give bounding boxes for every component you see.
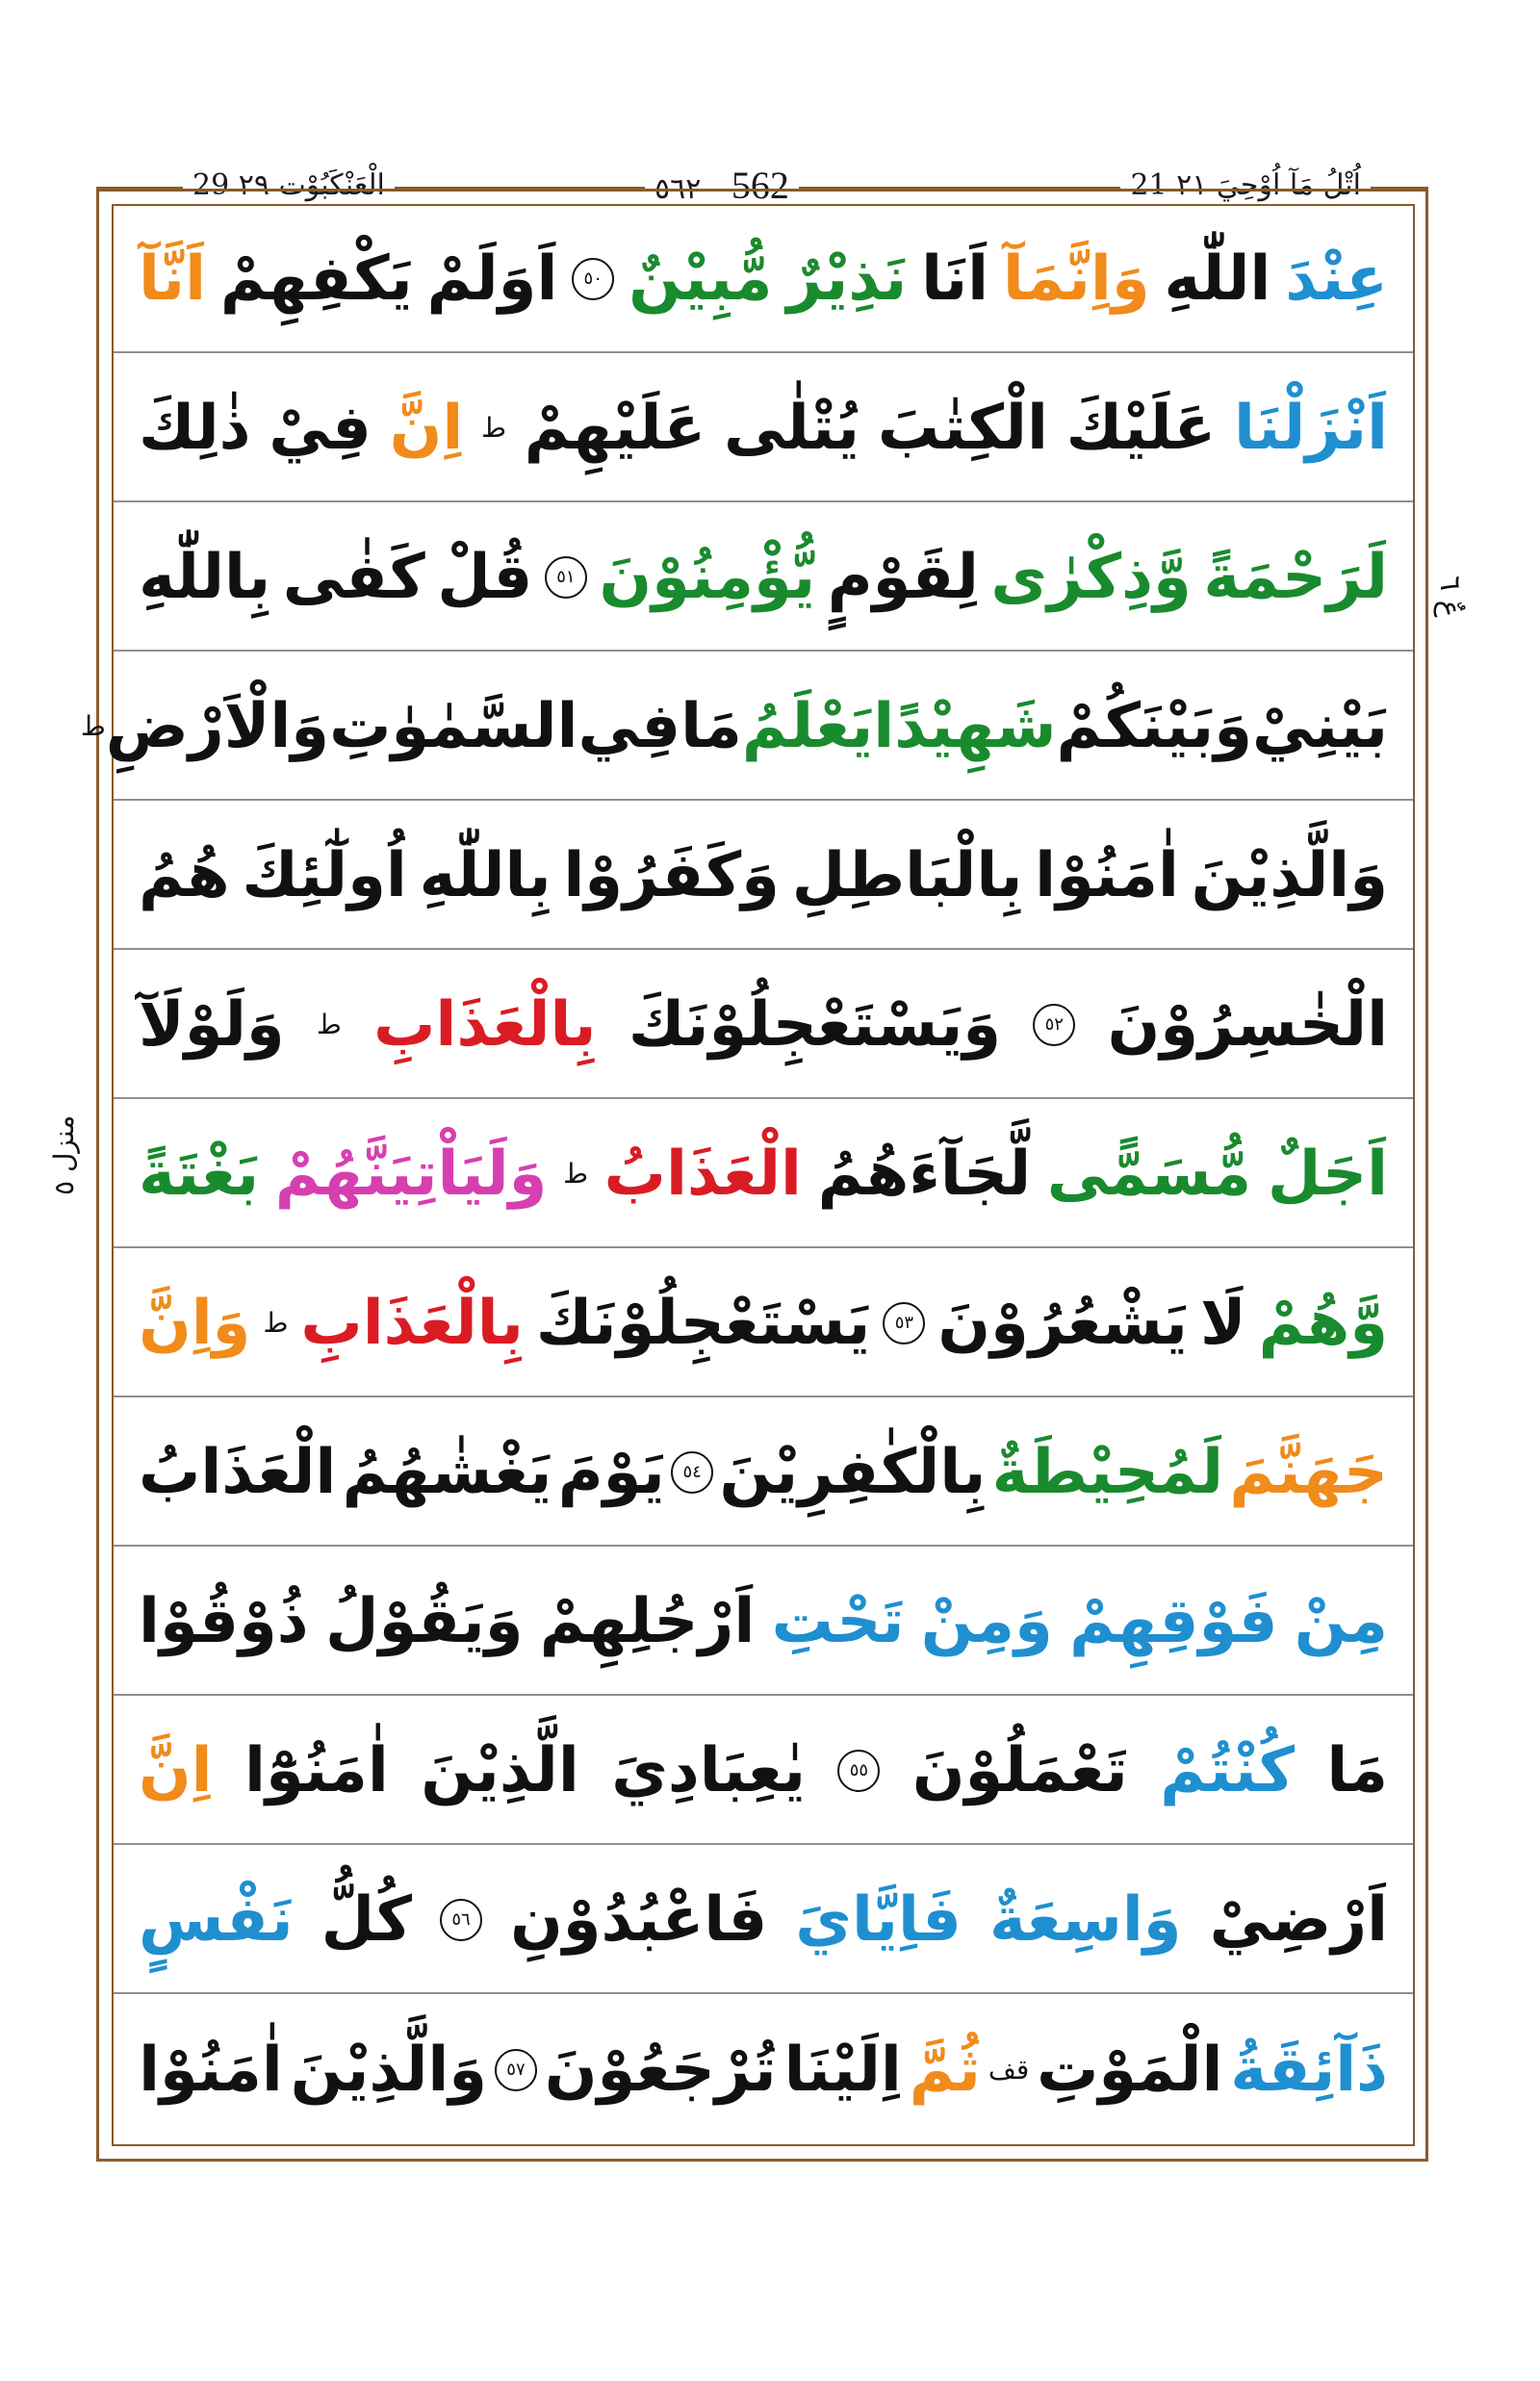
- word: ذَآئِقَةُ: [1230, 2034, 1388, 2106]
- word: ذٰلِكَ: [139, 392, 251, 464]
- word: الْكِتٰبَ: [877, 392, 1048, 464]
- word: يَكْفِهِمْ: [219, 243, 413, 315]
- word: فَاِيَّايَ: [795, 1883, 962, 1956]
- word: فَاعْبُدُوْنِ: [510, 1883, 768, 1956]
- word: فِي: [578, 690, 681, 762]
- word: جَهَنَّمَ: [1229, 1436, 1388, 1508]
- word: وَالْاَرْضِ: [105, 690, 330, 762]
- text-line-9: [114, 1399, 1413, 1547]
- word: اَرْجُلِهِمْ: [539, 1585, 756, 1657]
- word: يُتْلٰى: [723, 392, 860, 464]
- ayah-marker: ٥٠: [572, 258, 614, 300]
- word: وَالَّذِيْنَ: [290, 2034, 488, 2106]
- word: بَيْنِيْ: [1251, 690, 1388, 762]
- word: مَا: [1326, 1734, 1388, 1806]
- word: لَرَحْمَةً: [1203, 541, 1388, 613]
- ayah-marker: ٥٤: [671, 1451, 713, 1494]
- word: تَعْمَلُوْنَ: [911, 1734, 1128, 1806]
- word: يَعْلَمُ: [741, 690, 874, 762]
- ruku-marker: عٌ ٦: [1433, 576, 1467, 618]
- word: وَاِنَّ: [139, 1287, 251, 1359]
- word: اٰمَنُوْا: [139, 2034, 283, 2106]
- word: الْعَذَابُ: [139, 1436, 337, 1508]
- word: اُولٰٓئِكَ: [242, 839, 407, 911]
- surah-label: 29 الْعَنْکَبُوْت ٢٩: [183, 162, 395, 210]
- word: يَسْتَعْجِلُوْنَكَ: [535, 1287, 871, 1359]
- word: وَلَوْلَآ: [139, 988, 285, 1061]
- word: وَيَقُوْلُ: [324, 1585, 524, 1657]
- word: بِالْبَاطِلِ: [791, 839, 1023, 911]
- ayah-marker: ٥١: [545, 556, 587, 599]
- word: يَشْعُرُوْنَ: [937, 1287, 1188, 1359]
- word: بِالْعَذَابِ: [300, 1287, 524, 1359]
- page-number-urdu: ٥٦٢: [654, 172, 702, 206]
- ayah-marker: ٥٣: [883, 1302, 925, 1344]
- text-line-8: [114, 1250, 1413, 1397]
- word: اَرْضِيْ: [1209, 1883, 1388, 1956]
- word: نَفْسٍ: [139, 1883, 294, 1956]
- pause-mark: ط: [263, 1307, 289, 1339]
- word: عِنْدَ: [1285, 243, 1388, 315]
- word: اَوَلَمْ: [426, 243, 558, 315]
- word: يَوْمَ: [557, 1436, 665, 1508]
- word: بَغْتَةً: [139, 1138, 260, 1210]
- ayah-marker: ٥٥: [837, 1750, 880, 1792]
- word: وَالَّذِيْنَ: [1191, 839, 1388, 911]
- text-line-1: [114, 206, 1413, 353]
- word: فَوْقِهِمْ: [1069, 1585, 1278, 1657]
- word: وَاِنَّمَآ: [1002, 243, 1150, 315]
- word: كُنْتُمْ: [1160, 1734, 1295, 1806]
- word: مُّسَمًّى: [1046, 1138, 1252, 1210]
- word: اِلَيْنَا: [783, 2034, 902, 2106]
- word: لِقَوْمٍ: [827, 541, 979, 613]
- word: وَكَفَرُوْا: [563, 839, 780, 911]
- pause-mark: ط: [563, 1158, 588, 1190]
- text-line-3: [114, 504, 1413, 652]
- word: شَهِيْدًا: [873, 690, 1057, 762]
- word: وَيَسْتَعْجِلُوْنَكَ: [628, 988, 1001, 1061]
- word: يُّؤْمِنُوْنَ: [599, 541, 816, 613]
- word: بِالْعَذَابِ: [373, 988, 597, 1061]
- word: نَذِيْرٌ: [786, 243, 908, 315]
- word: وَّهُمْ: [1258, 1287, 1388, 1359]
- text-line-5: [114, 803, 1413, 950]
- word: كُلُّ: [321, 1883, 412, 1956]
- word: اِنَّ: [389, 392, 464, 464]
- word: فِيْ: [269, 392, 372, 464]
- text-line-6: [114, 952, 1413, 1099]
- ayah-marker: ٥٢: [1033, 1004, 1075, 1046]
- word: عَلَيْكَ: [1065, 392, 1217, 464]
- word: لَّجَآءَهُمُ: [817, 1138, 1032, 1210]
- word: اَنَا: [921, 243, 989, 315]
- pause-mark: قف: [988, 2054, 1030, 2086]
- word: الْمَوْتِ: [1037, 2034, 1223, 2106]
- text-line-2: [114, 355, 1413, 502]
- word: عَلَيْهِمْ: [524, 392, 706, 464]
- ayah-marker: ٥٦: [440, 1899, 482, 1941]
- word: اَجَلٌ: [1267, 1138, 1388, 1210]
- word: اللّٰهِ: [1164, 243, 1271, 315]
- text-line-7: [114, 1101, 1413, 1248]
- word: يٰعِبَادِيَ: [611, 1734, 806, 1806]
- text-line-11: [114, 1698, 1413, 1845]
- word: وَلَيَاْتِيَنَّهُمْ: [274, 1138, 548, 1210]
- text-line-10: [114, 1549, 1413, 1696]
- word: ذُوْقُوْا: [139, 1585, 309, 1657]
- word: اِنَّ: [139, 1734, 213, 1806]
- word: كَفٰى: [282, 541, 425, 613]
- page-number-latin: 562: [731, 164, 789, 207]
- ayah-marker: ٥٧: [495, 2049, 537, 2091]
- word: مِنْ: [1294, 1585, 1388, 1657]
- pause-mark: ط: [481, 412, 506, 444]
- word: هُمُ: [139, 839, 230, 911]
- word: بِاللّٰهِ: [139, 541, 271, 613]
- word: ثُمَّ: [909, 2034, 981, 2106]
- word: وَاسِعَةٌ: [988, 1883, 1182, 1956]
- word: لَا: [1199, 1287, 1246, 1359]
- word: بِاللّٰهِ: [419, 839, 552, 911]
- text-line-4: [80, 653, 1413, 801]
- text-block: [80, 204, 1415, 2146]
- text-line-12: [114, 1847, 1413, 1994]
- word: وَمِنْ: [920, 1585, 1053, 1657]
- word: اٰمَنُوْٓا: [244, 1734, 389, 1806]
- word: السَّمٰوٰتِ: [329, 690, 578, 762]
- word: يَغْشٰهُمُ: [342, 1436, 552, 1508]
- word: اَنَّآ: [139, 243, 206, 315]
- text-line-13: [114, 1996, 1413, 2143]
- word: تَحْتِ: [771, 1585, 905, 1657]
- word: الْخٰسِرُوْنَ: [1107, 988, 1388, 1061]
- word: الْعَذَابُ: [603, 1138, 802, 1210]
- juz-label: 21 اُتْلُ مَآ اُوْحِيَ ٢١: [1120, 162, 1371, 210]
- word: مَا: [680, 690, 742, 762]
- pause-mark: ط: [316, 1009, 342, 1040]
- word: وَّذِكْرٰى: [990, 541, 1192, 613]
- word: وَبَيْنَكُمْ: [1056, 690, 1252, 762]
- word: تُرْجَعُوْنَ: [544, 2034, 777, 2106]
- manzil-marker: منزل ٥: [48, 1114, 80, 1195]
- word: اٰمَنُوْا: [1035, 839, 1179, 911]
- word: مُّبِيْنٌ: [629, 243, 773, 315]
- word: الَّذِيْنَ: [421, 1734, 579, 1806]
- pause-mark: ط: [80, 710, 106, 742]
- word: لَمُحِيْطَةٌ: [991, 1436, 1223, 1508]
- word: اَنْزَلْنَا: [1234, 392, 1388, 464]
- word: قُلْ: [437, 541, 533, 613]
- word: بِالْكٰفِرِيْنَ: [719, 1436, 987, 1508]
